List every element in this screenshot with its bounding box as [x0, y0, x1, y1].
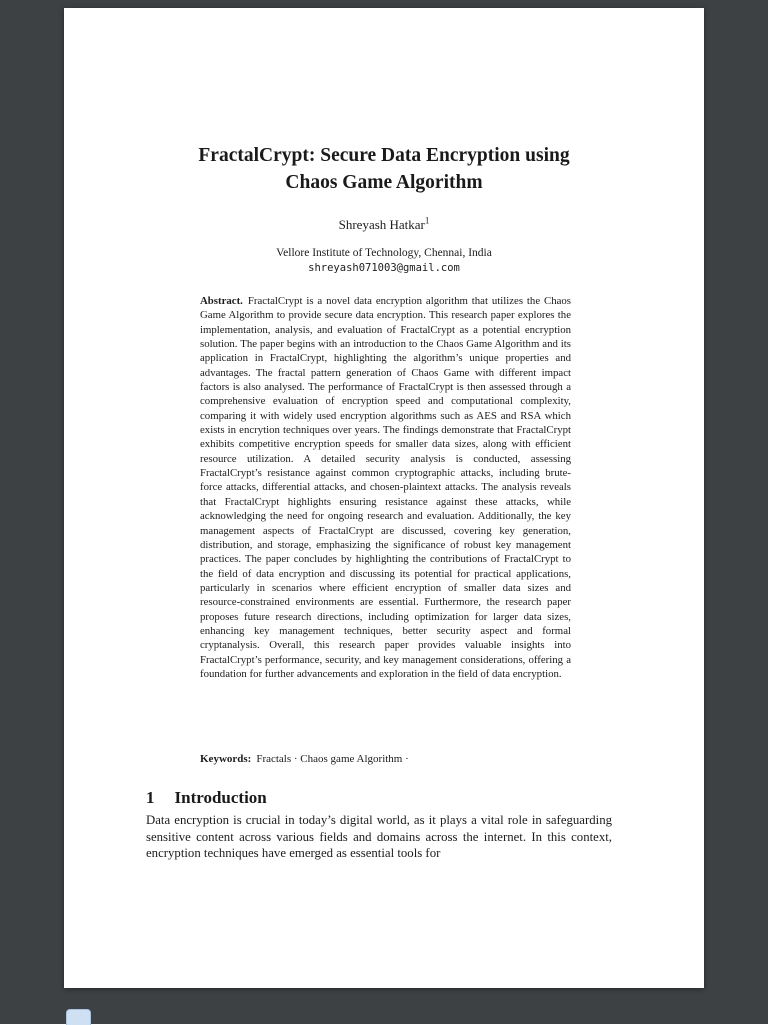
abstract-paragraph [200, 294, 571, 681]
email-address: shreyash071003@gmail.com [308, 262, 460, 274]
section-number: 1 [146, 788, 155, 807]
affiliation: Vellore Institute of Technology, Chennai, India [276, 247, 492, 259]
intro-paragraph: Data encryption is crucial in today’s digital world, as it plays a vital role in safeguarding sensitive content across various fields and domains across the internet. In this context, encryption techniques have emerged as essential tools for [146, 813, 612, 861]
author-name: Shreyash Hatkar [338, 217, 425, 232]
abstract-text: FractalCrypt is a novel data encryption algorithm that utilizes the Chaos Game Algorithm to provide secure data encryption. This research paper explores the implementation, analysis, and evaluation of FractalCrypt as a potential encryption solution. The paper begins with an introduction to the Chaos Game Algorithm and its application in FractalCrypt, highlighting the algorithm’s unique properties and advantages. The fractal pattern generation of Chaos Game with different impact factors is also analysed. The performance of FractalCrypt is then assessed through a comprehensive evaluation of encryption speed and computational complexity, comparing it with widely used encryption algorithms such as AES and RSA which exists in encrytion techniques over years. The findings demonstrate that FractalCrypt exhibits competitive encryption speeds for smaller data sizes, along with efficient resource utilization. A detailed security analysis is conducted, assessing FractalCrypt’s resistance against common cryptographic attacks, including brute-force attacks, differential attacks, and chosen-plaintext attacks. The analysis reveals that FractalCrypt highlights ensuring resistance against these attacks, while acknowledging the need for ongoing research and evaluation. Additionally, the key management aspects of FractalCrypt are discussed, covering key generation, distribution, and storage, emphasizing the significance of robust key management practices. The paper concludes by highlighting the contributions of FractalCrypt to the field of data encryption and discussing its potential for practical applications, particularly in scenarios where efficient encryption of smaller data sizes and resource-constrained environments are essential. Furthermore, the research paper proposes future research directions, including optimization for larger data sizes, enhancing key management techniques, better security aspect and formal cryptanalysis. Overall, this research paper provides valuable insights into FractalCrypt’s performance, security, and key management considerations, offering a foundation for further advancements and exploration in the field of data encryption. [200, 295, 571, 680]
viewer-floating-button-partial[interactable] [66, 1009, 91, 1025]
keywords-label: Keywords: [200, 753, 252, 765]
abstract-label: Abstract. [200, 295, 243, 307]
section-heading [146, 787, 612, 809]
paper-title [64, 142, 704, 196]
author-line [64, 216, 704, 233]
document-page [64, 8, 704, 988]
keywords-line [200, 752, 571, 766]
keywords-text: Fractals · Chaos game Algorithm · [256, 753, 409, 765]
paper-title-line1: FractalCrypt: Secure Data Encryption using [198, 145, 570, 166]
paper-title-line2: Chaos Game Algorithm [285, 172, 483, 193]
author-affiliation-marker: 1 [424, 215, 430, 226]
section-title: Introduction [174, 788, 267, 807]
